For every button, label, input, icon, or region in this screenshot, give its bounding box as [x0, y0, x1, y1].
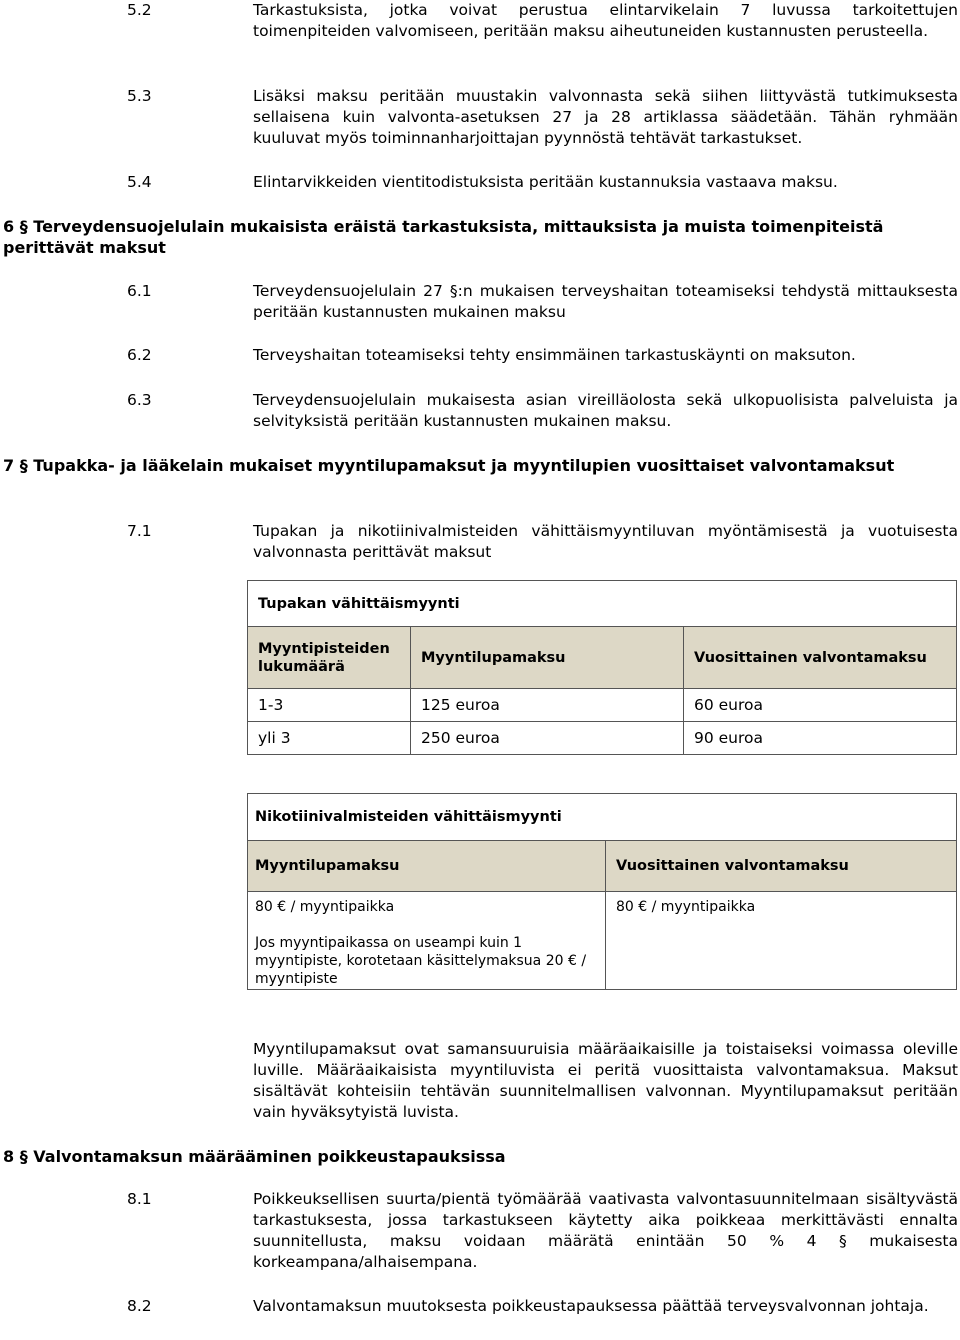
section-7-heading: 7 § Tupakka- ja lääkelain mukaiset myyntilupamaksut ja myyntilupien vuosittaiset valvontamaksut [3, 456, 895, 475]
item-number: 5.4 [127, 173, 152, 191]
table-cell: 125 euroa [411, 689, 684, 722]
table-row [248, 689, 957, 722]
table-header-cell: Myyntilupamaksu [411, 627, 684, 689]
item-number: 5.3 [127, 87, 152, 105]
licence-fee-note: Myyntilupamaksut ovat samansuuruisia määräaikaisille ja toistaiseksi voimassa oleville luville. Määräaikaisista myyntiluvista ei peritä vuosittaista valvontamaksua. Maksut sisältävät kohteisiin tehtävän suunnitelmallisen valvonnan. Myyntilupamaksut peritään vain hyväksytyistä luvista. [253, 1040, 958, 1121]
item-number: 6.3 [127, 391, 152, 409]
item-text: Terveydensuojelulain mukaisesta asian vireilläolosta sekä ulkopuolisista palveluista ja selvityksistä peritään kustannusten mukainen maksu. [253, 391, 958, 430]
fee-per-point: 80 € / myyntipaikka [255, 899, 395, 915]
item-text: Valvontamaksun muutoksesta poikkeustapauksessa päättää terveysvalvonnan johtaja. [253, 1297, 929, 1315]
item-number: 5.2 [127, 1, 152, 19]
tobacco-retail-table [247, 580, 957, 755]
table-cell: yli 3 [248, 722, 411, 755]
table-cell: 80 € / myyntipaikka [606, 892, 957, 990]
section-6-heading: 6 § Terveydensuojelulain mukaisista eräistä tarkastuksista, mittauksista ja muista toimenpiteistä perittävät maksut [3, 217, 884, 257]
table-header-cell: Vuosittainen valvontamaksu [684, 627, 957, 689]
table-cell: 1-3 [248, 689, 411, 722]
item-text: Poikkeuksellisen suurta/pientä työmäärää vaativasta valvontasuunnitelmaan sisältyvästä tarkastuksesta, jossa tarkastukseen käytetty aika poikkeaa merkittävästi ennalta suunnitellusta, maksu voidaan määrätä enintään 50 % 4 § mukaisesta korkeampana/alhaisempana. [253, 1190, 958, 1271]
item-text: Tupakan ja nikotiinivalmisteiden vähittäismyyntiluvan myöntämisestä ja vuotuisesta valvonnasta perittävät maksut [253, 522, 958, 561]
nicotine-retail-table [247, 793, 957, 990]
table-cell: 90 euroa [684, 722, 957, 755]
item-number: 8.2 [127, 1297, 152, 1315]
table-cell: 60 euroa [684, 689, 957, 722]
item-text: Terveydensuojelulain 27 §:n mukaisen terveyshaitan toteamiseksi tehdystä mittauksesta peritään kustannusten mukainen maksu [253, 282, 958, 321]
table-cell [248, 892, 606, 990]
extra-fee-note: Jos myyntipaikassa on useampi kuin 1 myyntipiste, korotetaan käsittelymaksua 20 € / myyntipiste [255, 935, 587, 987]
table-title: Nikotiinivalmisteiden vähittäismyynti [248, 794, 957, 841]
item-text: Lisäksi maksu peritään muustakin valvonnasta sekä siihen liittyvästä tutkimuksesta sellaisena kuin valvonta-asetuksen 27 ja 28 artiklassa säädetään. Tähän ryhmään kuuluvat myös toiminnanharjoittajan pyynnöstä tehtävät tarkastukset. [253, 87, 958, 147]
item-number: 6.2 [127, 346, 152, 364]
table-row [248, 722, 957, 755]
table-row [248, 892, 957, 990]
item-text: Terveyshaitan toteamiseksi tehty ensimmäinen tarkastuskäynti on maksuton. [253, 346, 856, 364]
table-title: Tupakan vähittäismyynti [248, 581, 957, 627]
table-header-cell: Vuosittainen valvontamaksu [606, 841, 957, 892]
table-cell: 250 euroa [411, 722, 684, 755]
table-header-cell: Myyntilupamaksu [248, 841, 606, 892]
table-header-cell: Myyntipisteiden lukumäärä [248, 627, 411, 689]
item-number: 8.1 [127, 1190, 152, 1208]
item-text: Tarkastuksista, jotka voivat perustua elintarvikelain 7 luvussa tarkoitettujen toimenpiteiden valvomiseen, peritään maksu aiheutuneiden kustannusten perusteella. [253, 1, 958, 40]
section-8-heading: 8 § Valvontamaksun määrääminen poikkeustapauksissa [3, 1147, 506, 1166]
item-number: 6.1 [127, 282, 152, 300]
item-text: Elintarvikkeiden vientitodistuksista peritään kustannuksia vastaava maksu. [253, 173, 838, 191]
item-number: 7.1 [127, 522, 152, 540]
